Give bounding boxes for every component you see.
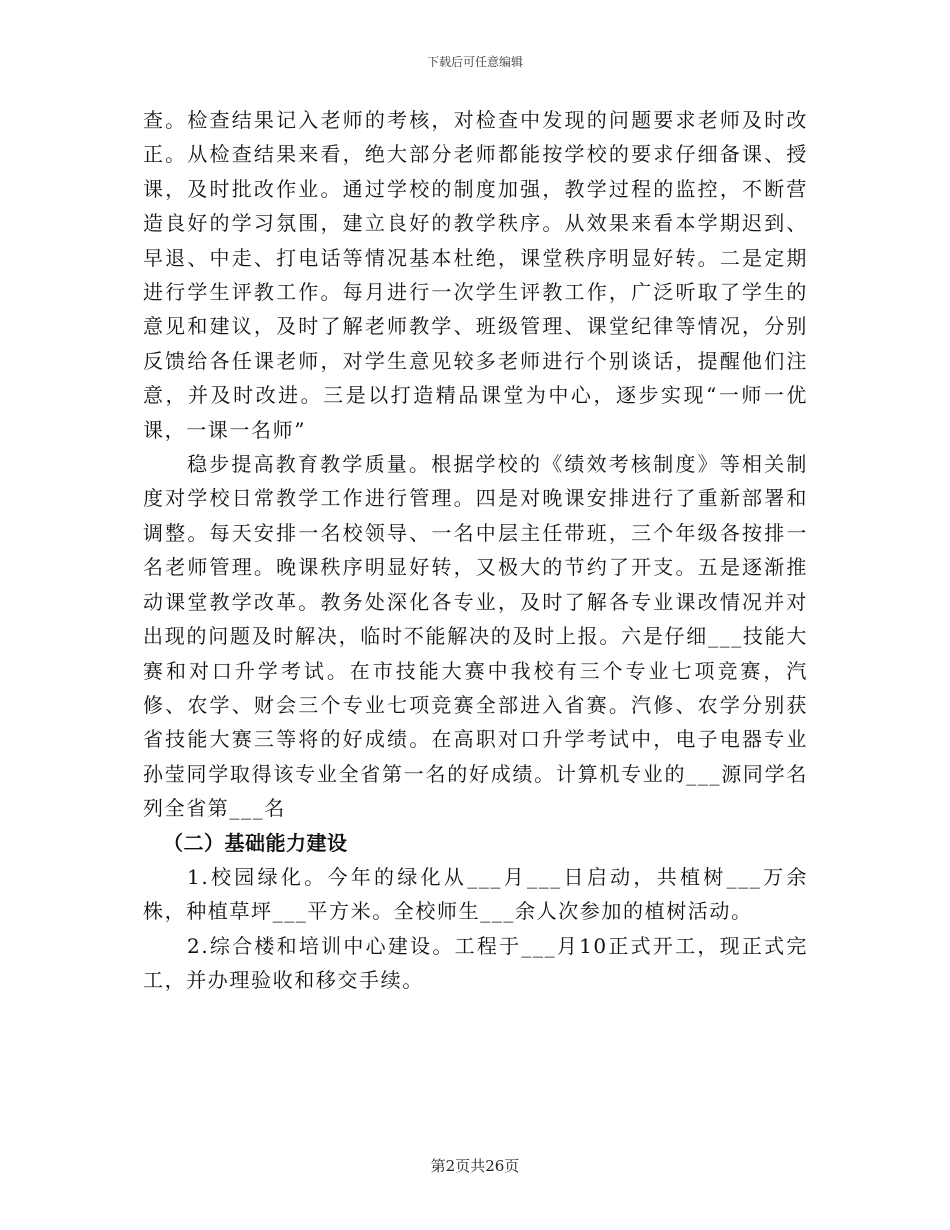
page-header: 下载后可任意编辑 (426, 55, 523, 69)
body-paragraph-2: 稳步提高教育教学质量。根据学校的《绩效考核制度》等相关制度对学校日常教学工作进行管理。四是对晚课安排进行了重新部署和调整。每天安排一名校领导、一名中层主任带班，三个年级各按排一名老师管理。晚课秩序明显好转，又极大的节约了开支。五是逐渐推动课堂教学改革。教务处深化各专业，及时了解各专业课改情况并对出现的问题及时解决，临时不能解决的及时上报。六是仔细___技能大赛和对口升学考试。在市技能大赛中我校有三个专业七项竞赛，汽修、农学、财会三个专业七项竞赛全部进入省赛。汽修、农学分别获省技能大赛三等将的好成绩。在高职对口升学考试中，电子电器专业孙莹同学取得该专业全省第一名的好成绩。计算机专业的___源同学名列全省第___名 (143, 452, 808, 821)
list-item-building: 2.综合楼和培训中心建设。工程于___月10正式开工，现正式完工，并办理验收和移交手续。 (143, 933, 808, 993)
section-heading: （二）基础能力建设 (163, 830, 348, 855)
body-paragraph-1: 查。检查结果记入老师的考核，对检查中发现的问题要求老师及时改正。从检查结果来看，绝大部分老师都能按学校的要求仔细备课、授课，及时批改作业。通过学校的制度加强，教学过程的监控，不断营造良好的学习氛围，建立良好的教学秩序。从效果来看本学期迟到、早退、中走、打电话等情况基本杜绝，课堂秩序明显好转。二是定期进行学生评教工作。每月进行一次学生评教工作，广泛听取了学生的意见和建议，及时了解老师教学、班级管理、课堂纪律等情况，分别反馈给各任课老师，对学生意见较多老师进行个别谈话，提醒他们注意，并及时改进。三是以打造精品课堂为中心，逐步实现“一师一优课，一课一名师” (143, 108, 808, 442)
document-body (143, 103, 808, 998)
list-item-greening: 1.校园绿化。今年的绿化从___月___日启动，共植树___万余株，种植草坪___平方米。全校师生___余人次参加的植树活动。 (143, 864, 808, 924)
page-footer: 第2页共26页 (430, 1157, 520, 1175)
